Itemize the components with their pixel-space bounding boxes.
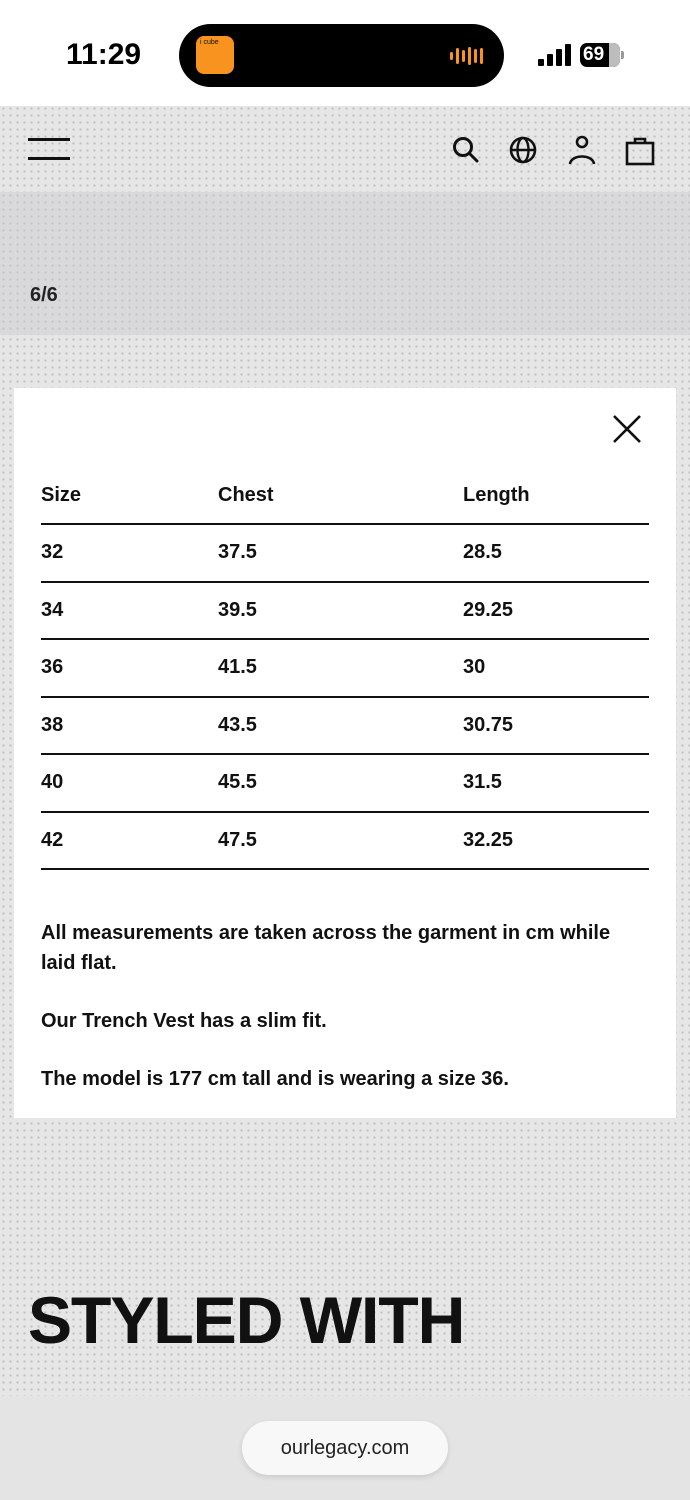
app-icon-label: i cube: [200, 39, 219, 46]
measurement-note: All measurements are taken across the garment in cm while laid flat.: [41, 922, 611, 974]
cell-size: 42: [41, 812, 218, 870]
app-icon: [196, 36, 234, 74]
cell-size: 40: [41, 754, 218, 812]
fit-note: Our Trench Vest has a slim fit.: [41, 1010, 327, 1032]
search-icon[interactable]: [450, 134, 482, 166]
url-bar[interactable]: ourlegacy.com: [242, 1421, 448, 1475]
column-header-chest: Chest: [218, 484, 463, 524]
cart-icon[interactable]: [624, 134, 656, 166]
model-note: The model is 177 cm tall and is wearing a size 36.: [41, 1068, 509, 1090]
table-row: [41, 639, 649, 697]
size-notes: [41, 918, 641, 1122]
status-time: 11:29: [66, 38, 142, 71]
browser-bottom-bar: [0, 1396, 690, 1500]
cell-length: 30: [463, 639, 649, 697]
menu-icon[interactable]: [28, 136, 70, 162]
table-header-row: [41, 484, 649, 524]
cell-length: 29.25: [463, 582, 649, 640]
cell-size: 32: [41, 524, 218, 582]
cell-length: 32.25: [463, 812, 649, 870]
column-header-length: Length: [463, 484, 649, 524]
account-icon[interactable]: [566, 134, 598, 166]
cell-length: 28.5: [463, 524, 649, 582]
cell-chest: 39.5: [218, 582, 463, 640]
status-bar: [0, 0, 690, 106]
table-row: [41, 754, 649, 812]
table-row: [41, 582, 649, 640]
cell-size: 34: [41, 582, 218, 640]
cell-chest: 41.5: [218, 639, 463, 697]
cell-size: 36: [41, 639, 218, 697]
section-heading: STYLED WITH: [28, 1283, 465, 1357]
audio-wave-icon: [450, 46, 488, 66]
battery-level: 69: [583, 44, 605, 65]
table-row: [41, 524, 649, 582]
product-gallery[interactable]: [0, 192, 690, 335]
close-icon[interactable]: [612, 414, 642, 444]
cell-length: 30.75: [463, 697, 649, 755]
cell-chest: 37.5: [218, 524, 463, 582]
cell-size: 38: [41, 697, 218, 755]
site-header: [0, 106, 690, 192]
cellular-signal-icon: [538, 44, 572, 66]
cell-chest: 47.5: [218, 812, 463, 870]
table-row: [41, 697, 649, 755]
cell-chest: 43.5: [218, 697, 463, 755]
gallery-counter: 6/6: [30, 284, 58, 306]
size-table: [41, 484, 649, 870]
battery-icon: [580, 43, 624, 67]
globe-icon[interactable]: [507, 134, 539, 166]
size-guide-modal: [14, 388, 676, 1118]
cell-chest: 45.5: [218, 754, 463, 812]
column-header-size: Size: [41, 484, 218, 524]
cell-length: 31.5: [463, 754, 649, 812]
table-row: [41, 812, 649, 870]
dynamic-island: [179, 24, 504, 87]
